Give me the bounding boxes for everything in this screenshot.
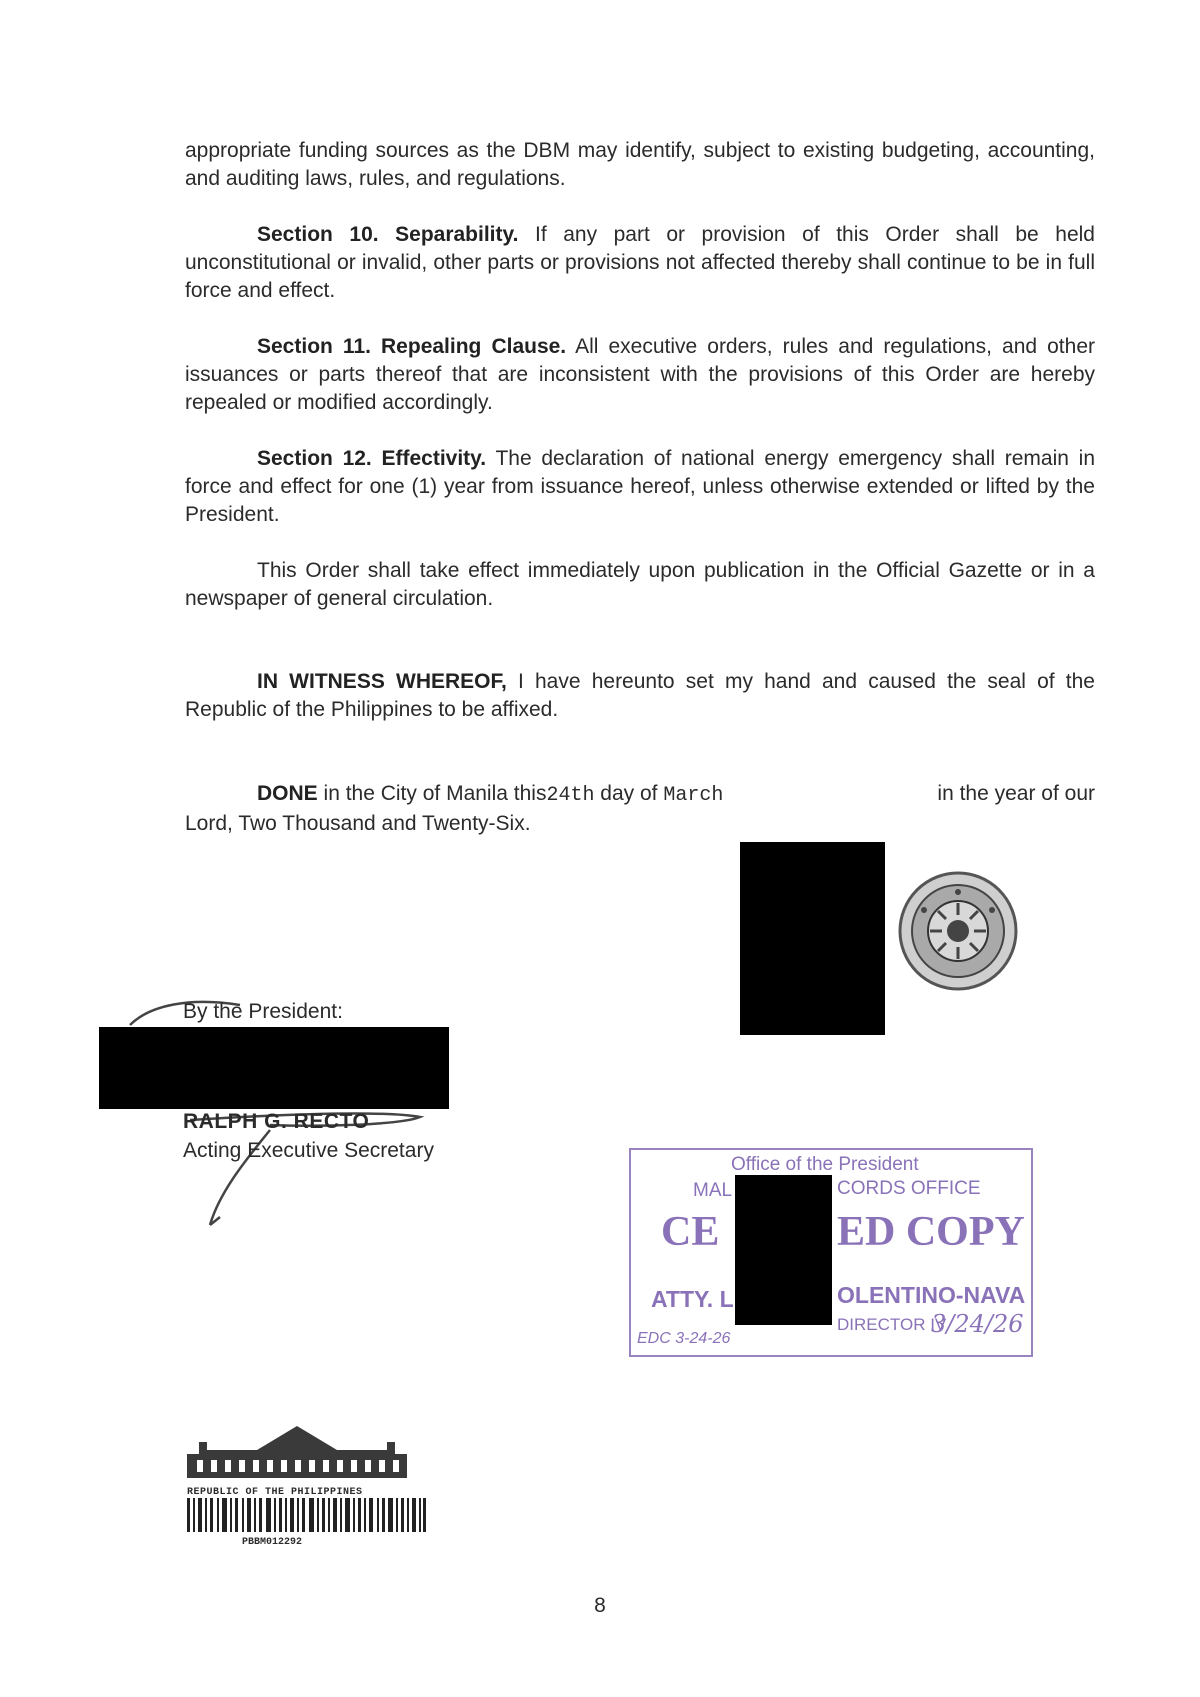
done-text-mid: day of [594, 782, 664, 805]
barcode-caption: REPUBLIC OF THE PHILIPPINES [187, 1487, 363, 1498]
done-line-1 [185, 780, 1095, 810]
redaction-block [740, 842, 885, 1035]
section-body: If any part or provision of this Order shall be held unconstitutional or invalid, other parts or provisions not affected thereby shall continue to be in full force and effect. [185, 223, 1095, 302]
section-heading: Section 11. Repealing Clause. [257, 335, 567, 358]
done-heading: DONE [257, 782, 318, 805]
effectivity-paragraph [185, 557, 1095, 613]
section-heading: Section 12. Effectivity. [257, 447, 487, 470]
stamp-line-2a: MAL [693, 1180, 733, 1201]
section-body: All executive orders, rules and regulations, and other issuances or parts thereof that are inconsistent with the provisions of this Order are hereby repealed or modified accordingly. [185, 335, 1095, 414]
page-number: 8 [594, 1594, 606, 1617]
redaction-stamp [735, 1175, 832, 1325]
paragraph-funding [185, 137, 1095, 193]
section-11 [185, 333, 1095, 417]
barcode-block [187, 1420, 427, 1548]
witness-paragraph [185, 668, 1095, 724]
redaction-signature [99, 1027, 449, 1109]
stamp-line-4b: OLENTINO-NAVA [837, 1282, 1026, 1308]
witness-heading: IN WITNESS WHEREOF, [257, 670, 507, 693]
stamp-line-3b: ED COPY [837, 1209, 1025, 1255]
by-the-president: By the President: [183, 1000, 343, 1023]
stamp-office-line: Office of the President [731, 1154, 919, 1175]
section-heading: Section 10. Separability. [257, 223, 519, 246]
stamp-line-4a: ATTY. L [651, 1286, 734, 1312]
done-text-post: in the year of our [937, 782, 1095, 805]
done-paragraph [185, 780, 1095, 838]
seal-icon [897, 870, 1019, 992]
barcode-icon [187, 1498, 427, 1532]
stamp-initials: EDC 3-24-26 [637, 1330, 731, 1347]
barcode-number: PBBM012292 [241, 1537, 302, 1548]
witness-body: I have hereunto set my hand and caused the seal of the Republic of the Philippines to be affixed. [185, 670, 1095, 721]
paragraph-text: appropriate funding sources as the DBM may identify, subject to existing budgeting, accounting, and auditing laws, rules, and regulations. [185, 139, 1095, 190]
stamp-line-2b: CORDS OFFICE [837, 1178, 981, 1199]
done-text: in the City of Manila this [317, 782, 547, 805]
stamp-handwritten-date: 3/24/26 [931, 1310, 1024, 1338]
paragraph-text: This Order shall take effect immediately upon publication in the Official Gazette or in a newspaper of general circulation. [185, 559, 1095, 610]
malacanang-building-icon [187, 1420, 407, 1480]
done-line-2: Lord, Two Thousand and Twenty-Six. [185, 812, 531, 835]
done-day: 24th [546, 784, 595, 807]
signatory-name: RALPH G. RECTO [183, 1110, 370, 1133]
section-12 [185, 445, 1095, 529]
signatory-title: Acting Executive Secretary [183, 1139, 434, 1162]
section-10 [185, 221, 1095, 305]
done-month: March [663, 784, 724, 807]
section-body: The declaration of national energy emergency shall remain in force and effect for one (1) year from issuance hereof, unless otherwise extended or lifted by the President. [185, 447, 1095, 526]
stamp-director-line: DIRECTOR IV [837, 1315, 947, 1334]
stamp-line-3a: CE [661, 1209, 720, 1255]
